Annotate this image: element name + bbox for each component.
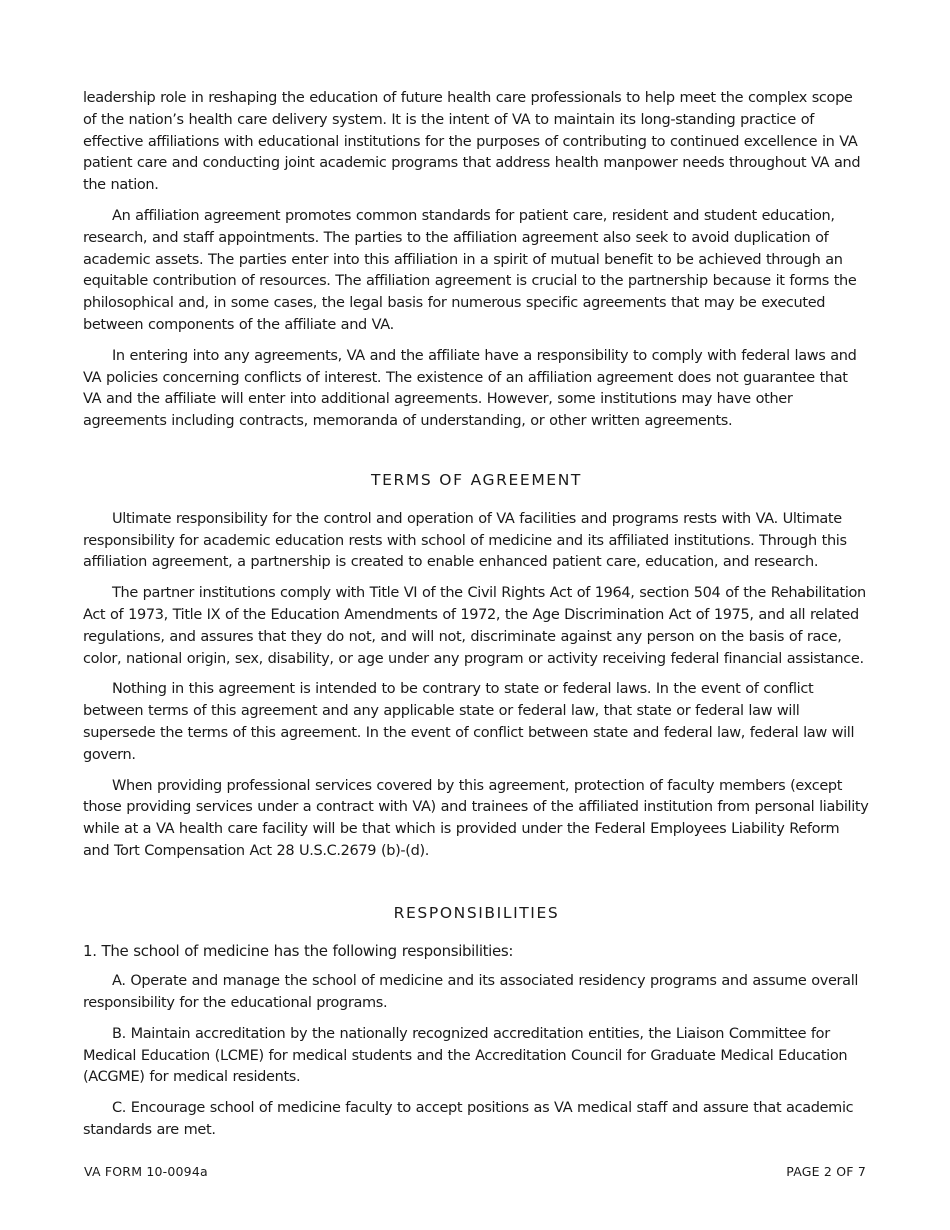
terms-paragraph-2: The partner institutions comply with Title VI of the Civil Rights Act of 1964, section 504 of the Rehabilitation Act of 1973, Title IX of the Education Amendments of 1972, the Age Discrimination Act of 1975, and all related regulations, and assures that they do not, and will not, discriminate against any person on the basis of race, color, national origin, sex, disability, or age under any program or activity receiving federal financial assistance. <box>83 585 866 667</box>
responsibility-item-c: C. Encourage school of medicine faculty to accept positions as VA medical staff and assure that academic standards are met. <box>83 1100 854 1139</box>
responsibilities-heading: RESPONSIBILITIES <box>393 903 560 922</box>
document-body <box>83 88 870 1151</box>
terms-heading: TERMS OF AGREEMENT <box>371 470 582 489</box>
terms-paragraph-3: Nothing in this agreement is intended to be contrary to state or federal laws. In the event of conflict between terms of this agreement and any applicable state or federal law, that state or federal law will supersede the terms of this agreement. In the event of conflict between state and federal law, federal law will govern. <box>83 681 855 763</box>
terms-paragraph-1: Ultimate responsibility for the control and operation of VA facilities and programs rests with VA. Ultimate responsibility for academic education rests with school of medicine and its affiliated institutions. Through this affiliation agreement, a partnership is created to enable enhanced patient care, education, and research. <box>83 510 847 571</box>
responsibility-item-b: B. Maintain accreditation by the nationally recognized accreditation entities, the Liaison Committee for Medical Education (LCME) for medical students and the Accreditation Council for Graduate Medical Education (ACGME) for medical residents. <box>83 1025 848 1086</box>
footer-page-number: PAGE 2 OF 7 <box>786 1164 866 1179</box>
intro-paragraph-3: In entering into any agreements, VA and the affiliate have a responsibility to comply with federal laws and VA policies concerning conflicts of interest. The existence of an affiliation agreement does not guarantee that VA and the affiliate will enter into additional agreements. However, some institutions may have other agreements including contracts, memoranda of understanding, or other written agreements. <box>83 347 857 430</box>
intro-paragraph-1: leadership role in reshaping the education of future health care professionals to help meet the complex scope of the nation’s health care delivery system. It is the intent of VA to maintain its long-standing practice of effective affiliations with educational institutions for the purposes of contributing to continued excellence in VA patient care and conducting joint academic programs that address health manpower needs throughout VA and the nation. <box>83 90 861 194</box>
footer-form-number: VA FORM 10-0094a <box>84 1164 208 1179</box>
responsibility-item-a: A. Operate and manage the school of medicine and its associated residency programs and assume overall responsibility for the educational programs. <box>83 973 859 1012</box>
responsibilities-intro: 1. The school of medicine has the following responsibilities: <box>83 941 514 960</box>
terms-paragraph-4: When providing professional services covered by this agreement, protection of faculty members (except those providing services under a contract with VA) and trainees of the affiliated institution from personal liability while at a VA health care facility will be that which is provided under the Federal Employees Liability Reform and Tort Compensation Act 28 U.S.C.2679 (b)-(d). <box>83 777 869 859</box>
intro-paragraph-2: An affiliation agreement promotes common standards for patient care, resident and student education, research, and staff appointments. The parties to the affiliation agreement also seek to avoid duplication of academic assets. The parties enter into this affiliation in a spirit of mutual benefit to be achieved through an equitable contribution of resources. The affiliation agreement is crucial to the partnership because it forms the philosophical and, in some cases, the legal basis for numerous specific agreements that may be executed between components of the affiliate and VA. <box>83 207 857 333</box>
